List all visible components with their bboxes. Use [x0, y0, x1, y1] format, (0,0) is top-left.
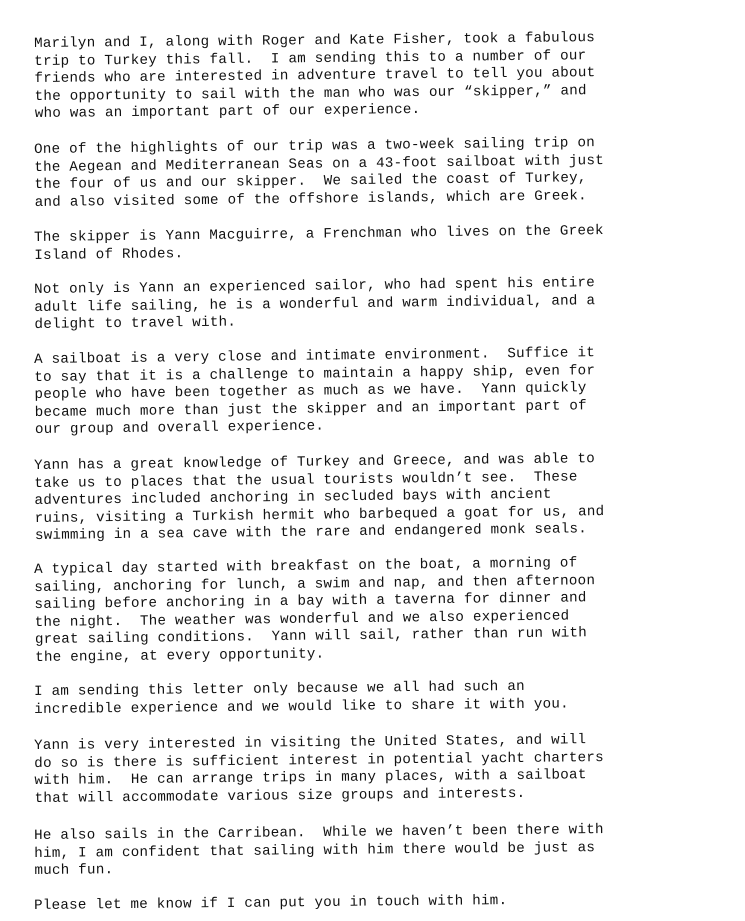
- paragraph-reason: I am sending this letter only because we all had such an incredible experience and we would like to share it with you.: [34, 678, 569, 718]
- paragraph-trip-intro: Marilyn and I, along with Roger and Kate Fisher, took a fabulous trip to Turkey this fall. I am sending this to a number of our friends who are interested in adventure travel to tell you about the opportunity to sail with the man who was our “skipper,” and who was an important part of our experience.: [34, 30, 596, 123]
- paragraph-skipper: The skipper is Yann Macguirre, a Frenchman who lives on the Greek Island of Rhodes.: [34, 223, 604, 264]
- paragraph-experienced: Not only is Yann an experienced sailor, who had spent his entire adult life sailing, he is a wonderful and warm individual, and a delight to travel with.: [34, 275, 596, 334]
- paragraph-sailboat: A sailboat is a very close and intimate environment. Suffice it to say that it is a challenge to maintain a happy ship, even for people who have been together as much as we have. Yann quickly became much more than just the skipper and an important part of our group and overall experience.: [34, 345, 596, 439]
- paragraph-sailing-trip: One of the highlights of our trip was a two-week sailing trip on the Aegean and Mediterranean Seas on a 43-foot sailboat with just the four of us and our skipper. We sailed the coast of Turkey, and also visited some of the offshore islands, which are Greek.: [34, 135, 605, 211]
- paragraph-united-states: Yann is very interested in visiting the United States, and will do so is there is sufficient interest in potential yacht charters with him. He can arrange trips in many places, with a sailboat that will accommodate various size groups and interests.: [34, 732, 604, 807]
- paragraph-carribean: He also sails in the Carribean. While we haven’t been there with him, I am confident that sailing with him there would be just as much fun.: [34, 822, 604, 880]
- paragraph-closing: Please let me know if I can put you in touch with him.: [34, 893, 508, 914]
- paragraph-typical-day: A typical day started with breakfast on the boat, a morning of sailing, anchoring for lunch, a swim and nap, and then afternoon sailing before anchoring in a bay with a taverna for dinner and the night. The weather was wonderful and we also experienced great sailing conditions. Yann will sail, rather than run with the engine, at every opportunity.: [34, 555, 596, 666]
- paragraph-knowledge: Yann has a great knowledge of Turkey and Greece, and was able to take us to places that the usual tourists wouldn’t see. These adventures included anchoring in secluded bays with ancient ruins, visiting a Turkish hermit who barbequed a goat for us, and swimming in a sea cave with the rare and endangered monk seals.: [34, 451, 605, 545]
